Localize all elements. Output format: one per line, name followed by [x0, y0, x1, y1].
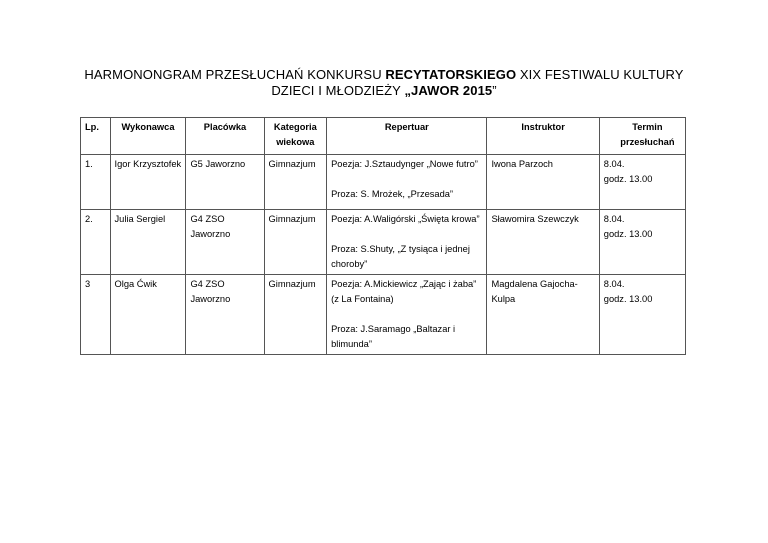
title-text-end: XIX FESTIWALU KULTURY — [516, 67, 684, 82]
termin-date: 8.04. — [603, 279, 625, 289]
repertuar-proza: Proza: S.Shuty, „Z tysiąca i jednej — [331, 244, 470, 254]
title-text: HARMONONGRAM PRZESŁUCHAŃ KONKURSU — [84, 67, 386, 82]
cell-wykonawca: Olga Ćwik — [110, 275, 186, 355]
table-header-row — [81, 118, 686, 155]
repertuar-spacer — [331, 172, 482, 187]
repertuar-poezja-note: (z La Fontaina) — [331, 294, 394, 304]
header-repertuar: Repertuar — [327, 118, 487, 155]
termin-date: 8.04. — [603, 159, 625, 169]
title-quote-end: ” — [492, 83, 497, 98]
table-row — [81, 155, 686, 210]
document-title-line-2 — [0, 83, 768, 98]
cell-wykonawca: Julia Sergiel — [110, 210, 186, 275]
header-termin — [599, 118, 685, 155]
cell-repertuar — [327, 155, 487, 210]
header-kategoria — [264, 118, 327, 155]
cell-repertuar — [327, 210, 487, 275]
cell-instruktor: Sławomira Szewczyk — [487, 210, 599, 275]
header-kategoria-line-1: Kategoria — [273, 122, 317, 132]
cell-kategoria: Gimnazjum — [264, 275, 327, 355]
header-wykonawca: Wykonawca — [110, 118, 186, 155]
cell-wykonawca: Igor Krzysztofek — [110, 155, 186, 210]
cell-lp: 2. — [81, 210, 111, 275]
cell-placowka: G4 ZSO Jaworzno — [186, 210, 264, 275]
festival-name: „JAWOR 2015 — [404, 83, 493, 98]
repertuar-poezja: Poezja: A.Waligórski „Święta krowa” — [331, 214, 480, 224]
termin-time: godz. 13.00 — [603, 229, 653, 239]
cell-repertuar — [327, 275, 487, 355]
title-bold-text: RECYTATORSKIEGO — [385, 67, 517, 82]
termin-time: godz. 13.00 — [603, 174, 653, 184]
header-kategoria-line-2: wiekowa — [276, 137, 315, 147]
cell-termin — [599, 275, 685, 355]
cell-lp: 1. — [81, 155, 111, 210]
cell-instruktor: Iwona Parzoch — [487, 155, 599, 210]
repertuar-poezja: Poezja: J.Sztaudynger „Nowe futro” — [331, 159, 478, 169]
repertuar-proza: Proza: J.Saramago „Baltazar i — [331, 324, 456, 334]
cell-placowka: G4 ZSO Jaworzno — [186, 275, 264, 355]
header-termin-line-1: Termin — [632, 122, 663, 132]
cell-termin — [599, 155, 685, 210]
table-row — [81, 210, 686, 275]
cell-termin — [599, 210, 685, 275]
repertuar-proza-cont: choroby” — [331, 259, 368, 269]
document-title-line-1 — [0, 67, 768, 82]
schedule-table — [80, 117, 686, 355]
cell-kategoria: Gimnazjum — [264, 210, 327, 275]
cell-placowka: G5 Jaworzno — [186, 155, 264, 210]
cell-lp: 3 — [81, 275, 111, 355]
header-instruktor: Instruktor — [487, 118, 599, 155]
repertuar-poezja: Poezja: A.Mickiewicz „Zając i żaba” — [331, 279, 477, 289]
repertuar-proza: Proza: S. Mrożek, „Przesada” — [331, 189, 454, 199]
repertuar-proza-cont: blimunda” — [331, 339, 372, 349]
header-termin-line-2: przesłuchań — [620, 137, 675, 147]
header-placowka: Placówka — [186, 118, 264, 155]
title-text: DZIECI I MŁODZIEŻY — [271, 83, 405, 98]
termin-date: 8.04. — [603, 214, 625, 224]
repertuar-spacer — [331, 227, 482, 242]
table-row — [81, 275, 686, 355]
repertuar-spacer — [331, 307, 482, 322]
header-lp: Lp. — [81, 118, 111, 155]
cell-instruktor: Magdalena Gajocha-Kulpa — [487, 275, 599, 355]
cell-kategoria: Gimnazjum — [264, 155, 327, 210]
termin-time: godz. 13.00 — [603, 294, 653, 304]
